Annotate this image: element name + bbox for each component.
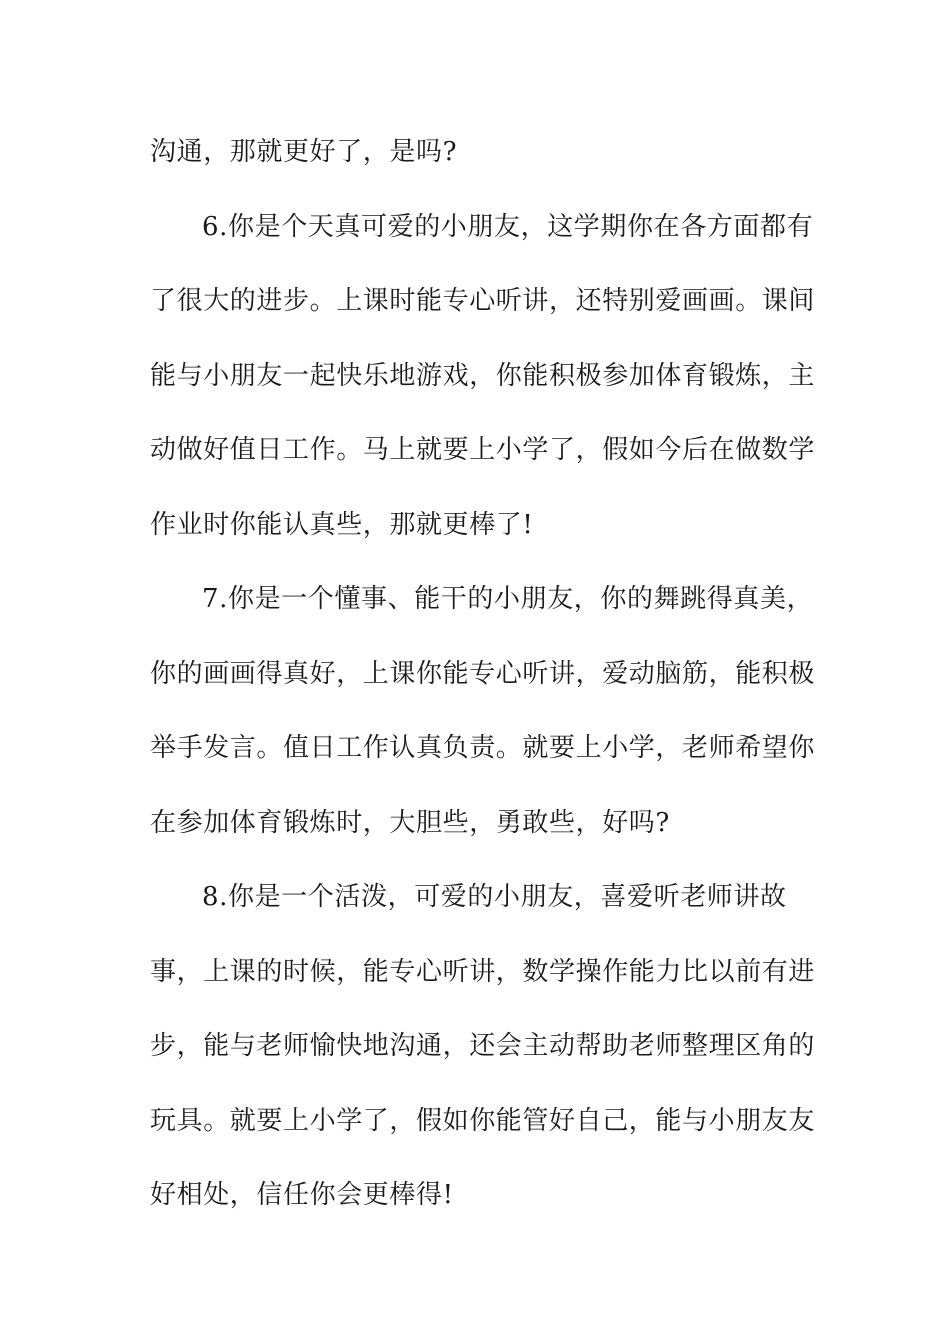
text-line: 举手发言。值日工作认真负责。就要上小学，老师希望你	[150, 733, 816, 763]
text-line: 动做好值日工作。马上就要上小学了，假如今后在做数学	[150, 435, 816, 465]
text-line: 6.你是个天真可爱的小朋友，这学期你在各方面都有	[202, 211, 814, 242]
text-line: 好相处，信任你会更棒得!	[150, 1180, 454, 1210]
text-line: 能与小朋友一起快乐地游戏，你能积极参加体育锻炼，主	[150, 360, 816, 391]
paragraph-comment-6	[150, 190, 816, 563]
text-line: 在参加体育锻炼时，大胆些，勇敢些，好吗?	[150, 807, 670, 838]
text-line: 事，上课的时候，能专心听讲，数学操作能力比以前有进	[150, 956, 816, 987]
text-line: 7.你是一个懂事、能干的小朋友，你的舞跳得真美，	[202, 584, 814, 614]
paragraph-continued	[150, 115, 795, 190]
text-line: 作业时你能认真些，那就更棒了!	[150, 509, 534, 540]
text-line: 沟通，那就更好了，是吗?	[150, 137, 458, 167]
text-line: 步，能与老师愉快地沟通，还会主动帮助老师整理区角的	[150, 1031, 816, 1061]
text-line: 8.你是一个活泼，可爱的小朋友，喜爱听老师讲故	[202, 882, 787, 912]
text-line: 玩具。就要上小学了，假如你能管好自己，能与小朋友友	[150, 1105, 816, 1136]
text-line: 你的画画得真好，上课你能专心听讲，爱动脑筋，能积极	[150, 658, 816, 689]
paragraph-comment-7	[150, 562, 816, 860]
document-body	[150, 115, 816, 1233]
text-line: 了很大的进步。上课时能专心听讲，还特别爱画画。课间	[150, 286, 816, 316]
paragraph-comment-8	[150, 860, 816, 1233]
